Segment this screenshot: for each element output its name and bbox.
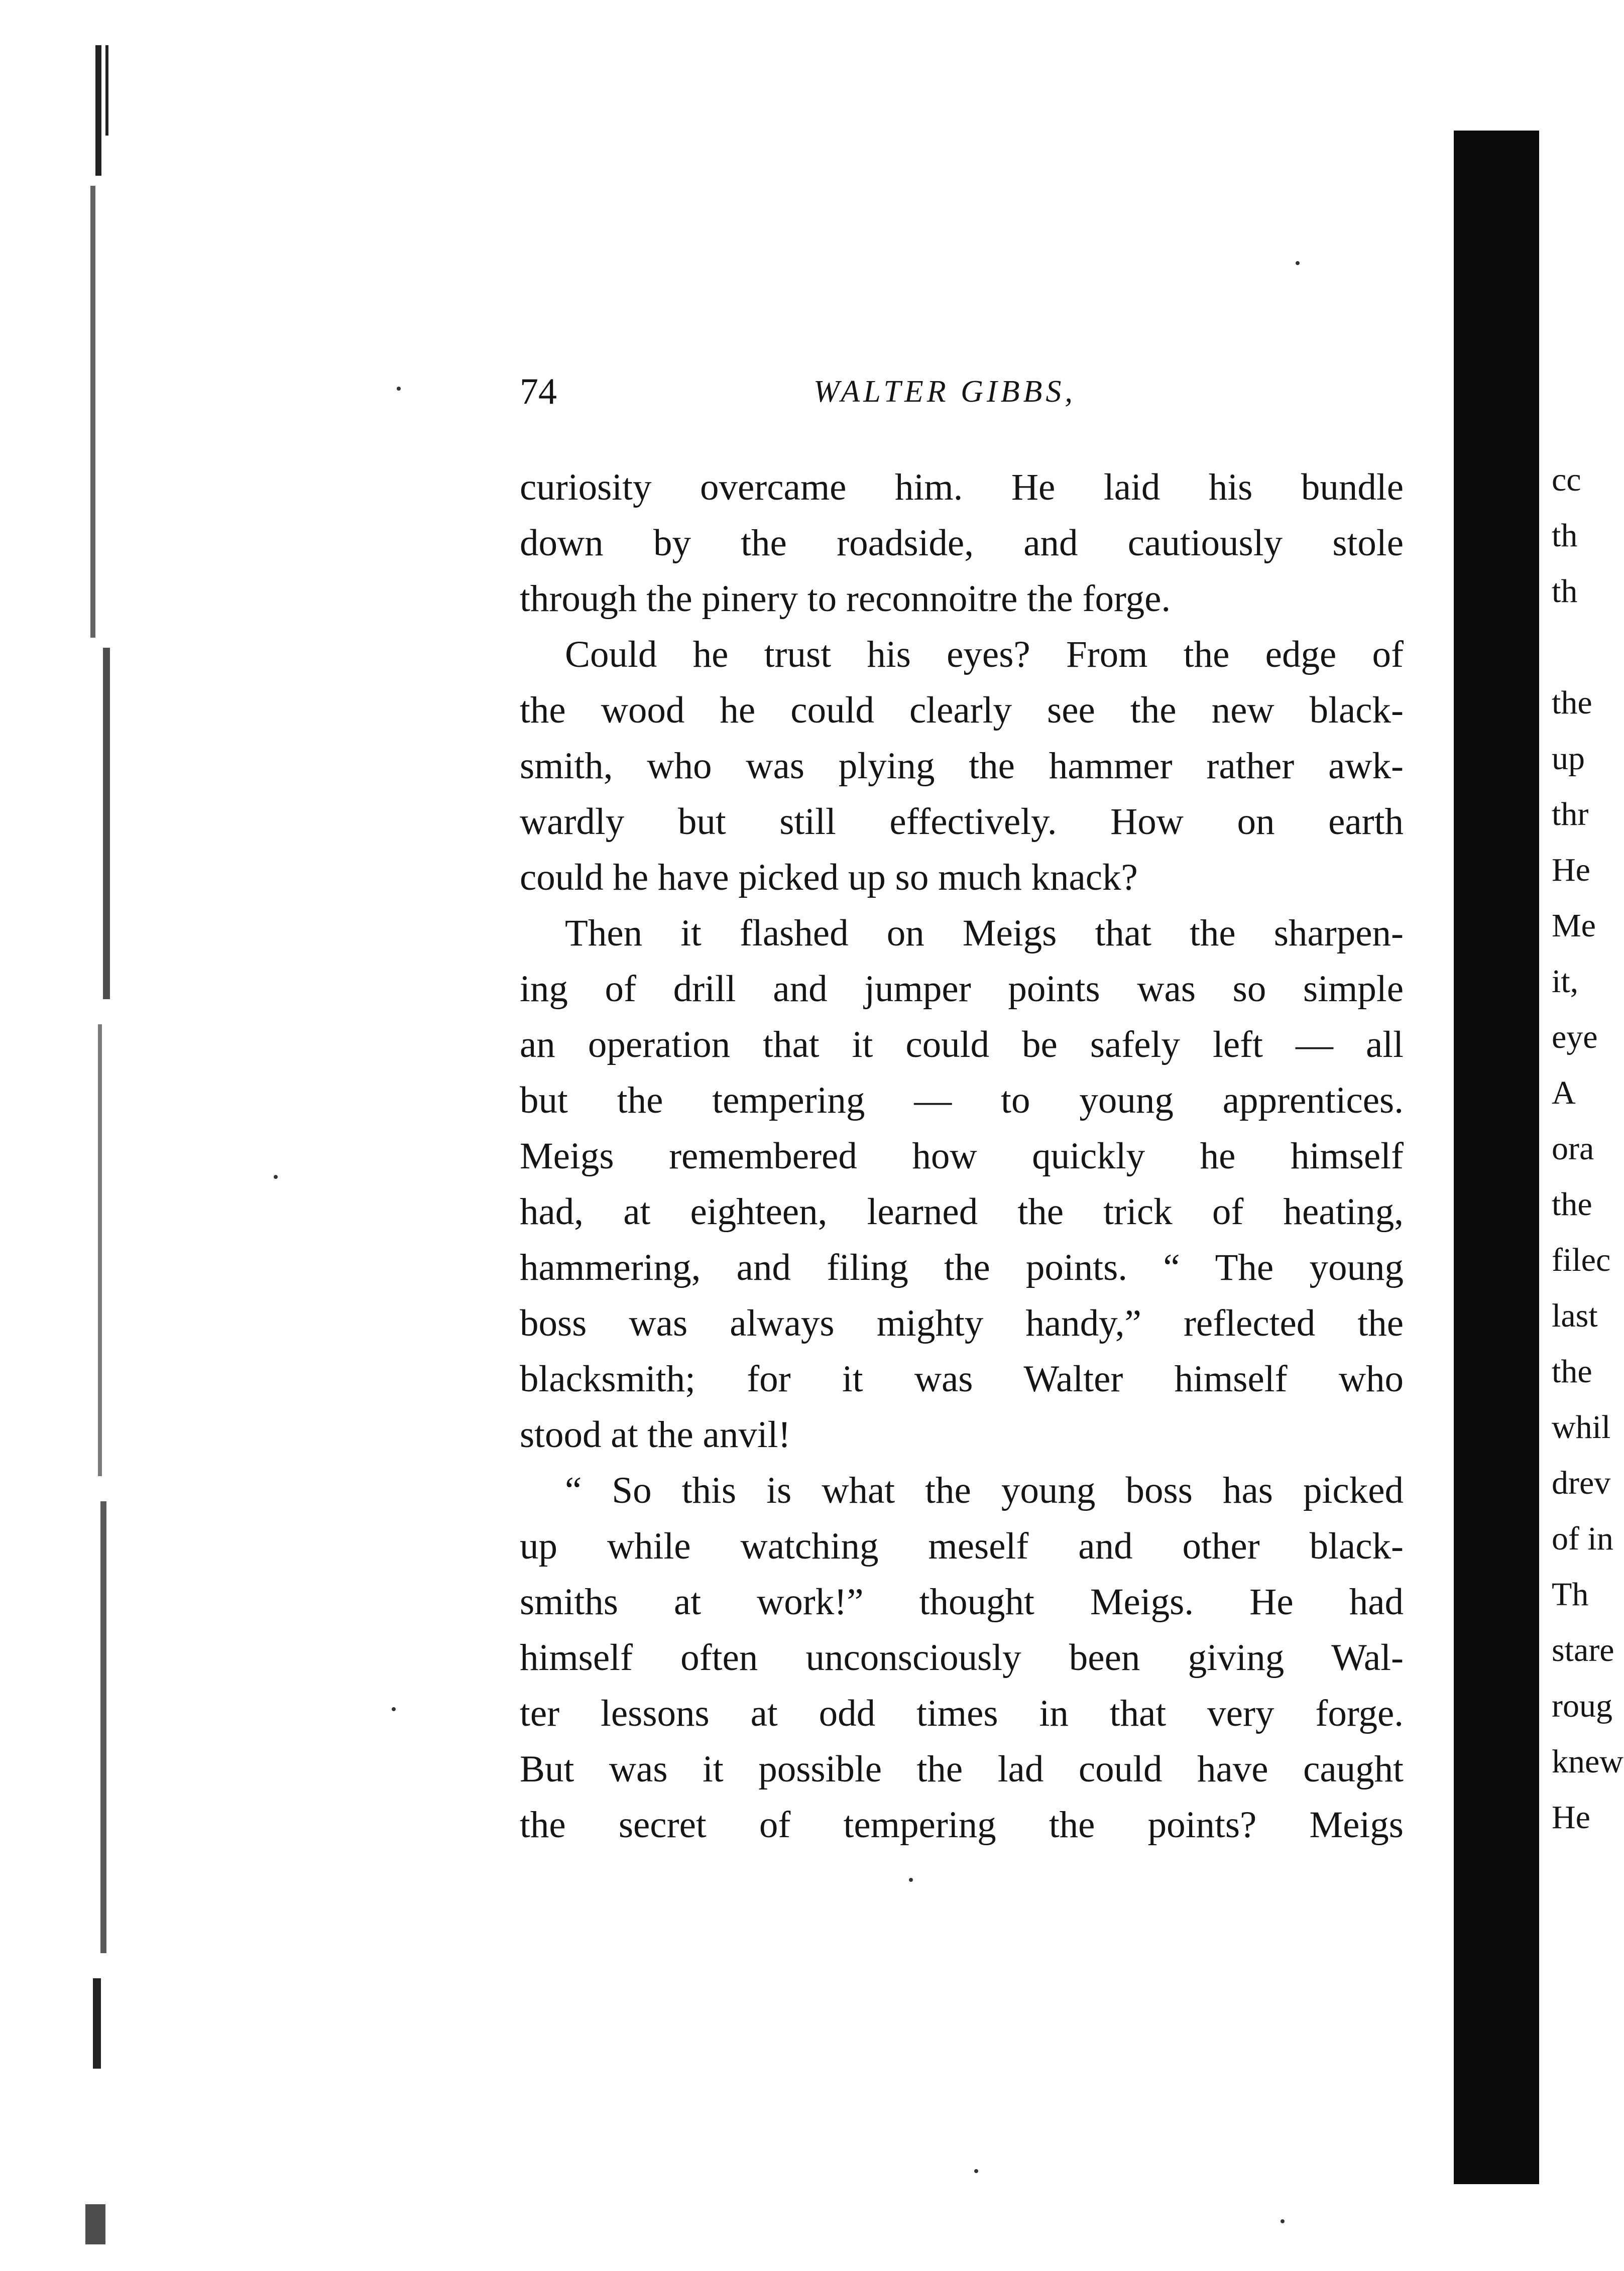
- fragment-line: A: [1552, 1074, 1576, 1111]
- fragment-line: Th: [1552, 1576, 1589, 1613]
- body-text: [520, 459, 1404, 1853]
- text-line: himself often unconsciously been giving Wal-: [520, 1637, 1404, 1679]
- scan-speck: [392, 1707, 396, 1711]
- book-page: [520, 364, 1404, 1853]
- scan-speck: [974, 2169, 978, 2173]
- fragment-line: Me: [1552, 907, 1596, 944]
- text-line: had, at eighteen, learned the trick of heating,: [520, 1191, 1404, 1233]
- fragment-line: the: [1552, 1186, 1592, 1223]
- facing-page-fragments: [1552, 452, 1624, 1845]
- fragment-line: cc: [1552, 461, 1581, 498]
- paragraph-4: [520, 1463, 1404, 1853]
- fragment-line: the: [1552, 684, 1592, 721]
- text-line: Could he trust his eyes? From the edge of: [565, 634, 1404, 675]
- text-line: blacksmith; for it was Walter himself who: [520, 1358, 1404, 1400]
- fragment-line: filec: [1552, 1242, 1611, 1278]
- page-number: 74: [520, 371, 557, 412]
- text-line: smiths at work!” thought Meigs. He had: [520, 1581, 1404, 1623]
- text-line: up while watching meself and other black-: [520, 1525, 1404, 1567]
- running-title: WALTER GIBBS,: [814, 375, 1076, 409]
- fragment-line: last: [1552, 1297, 1598, 1334]
- text-line: hammering, and filing the points. “ The young: [520, 1247, 1404, 1288]
- scan-speck: [1296, 261, 1300, 265]
- fragment-line: it,: [1552, 963, 1579, 1000]
- text-line: could he have picked up so much knack?: [520, 857, 1138, 898]
- text-line: the secret of tempering the points? Meigs: [520, 1804, 1404, 1846]
- scan-speck: [274, 1175, 278, 1179]
- text-line: but the tempering — to young apprentices.: [520, 1080, 1404, 1121]
- fragment-line: whil: [1552, 1409, 1611, 1446]
- fragment-line: [1552, 619, 1624, 675]
- fragment-line: ora: [1552, 1130, 1594, 1167]
- fragment-line: of in: [1552, 1520, 1613, 1557]
- binding-edge: [55, 45, 121, 2244]
- fragment-line: He: [1552, 1799, 1590, 1836]
- fragment-line: eye: [1552, 1019, 1598, 1055]
- fragment-line: drev: [1552, 1465, 1611, 1501]
- scan-speck: [397, 387, 401, 391]
- text-line: down by the roadside, and cautiously stole: [520, 522, 1404, 564]
- fragment-line: stare: [1552, 1632, 1614, 1668]
- fragment-line: the: [1552, 1353, 1592, 1390]
- fragment-line: roug: [1552, 1688, 1612, 1724]
- text-line: curiosity overcame him. He laid his bundle: [520, 466, 1404, 508]
- text-line: the wood he could clearly see the new black-: [520, 689, 1404, 731]
- scan-speck: [1281, 2219, 1285, 2223]
- paragraph-1: [520, 459, 1404, 627]
- text-line: ing of drill and jumper points was so simple: [520, 968, 1404, 1010]
- text-line: “ So this is what the young boss has picked: [565, 1470, 1404, 1511]
- fragment-line: th: [1552, 517, 1578, 554]
- text-line: wardly but still effectively. How on earth: [520, 801, 1404, 843]
- text-line: an operation that it could be safely left — all: [520, 1024, 1404, 1065]
- running-head: [520, 364, 1404, 419]
- text-line: Meigs remembered how quickly he himself: [520, 1135, 1404, 1177]
- text-line: Then it flashed on Meigs that the sharpen-: [565, 912, 1404, 954]
- fragment-line: up: [1552, 740, 1585, 777]
- paragraph-3: [520, 905, 1404, 1463]
- text-line: smith, who was plying the hammer rather awk-: [520, 745, 1404, 787]
- text-line: through the pinery to reconnoitre the forge.: [520, 578, 1171, 620]
- paragraph-2: [520, 627, 1404, 905]
- text-line: ter lessons at odd times in that very forge.: [520, 1693, 1404, 1734]
- text-line: boss was always mighty handy,” reflected the: [520, 1302, 1404, 1344]
- scan-speck: [909, 1878, 913, 1882]
- fragment-line: He: [1552, 852, 1590, 888]
- fragment-line: knew: [1552, 1743, 1623, 1780]
- page-edge-shadow: [1454, 131, 1539, 2184]
- fragment-line: thr: [1552, 796, 1589, 832]
- text-line: stood at the anvil!: [520, 1414, 791, 1456]
- fragment-line: th: [1552, 573, 1578, 610]
- text-line: But was it possible the lad could have caught: [520, 1748, 1404, 1790]
